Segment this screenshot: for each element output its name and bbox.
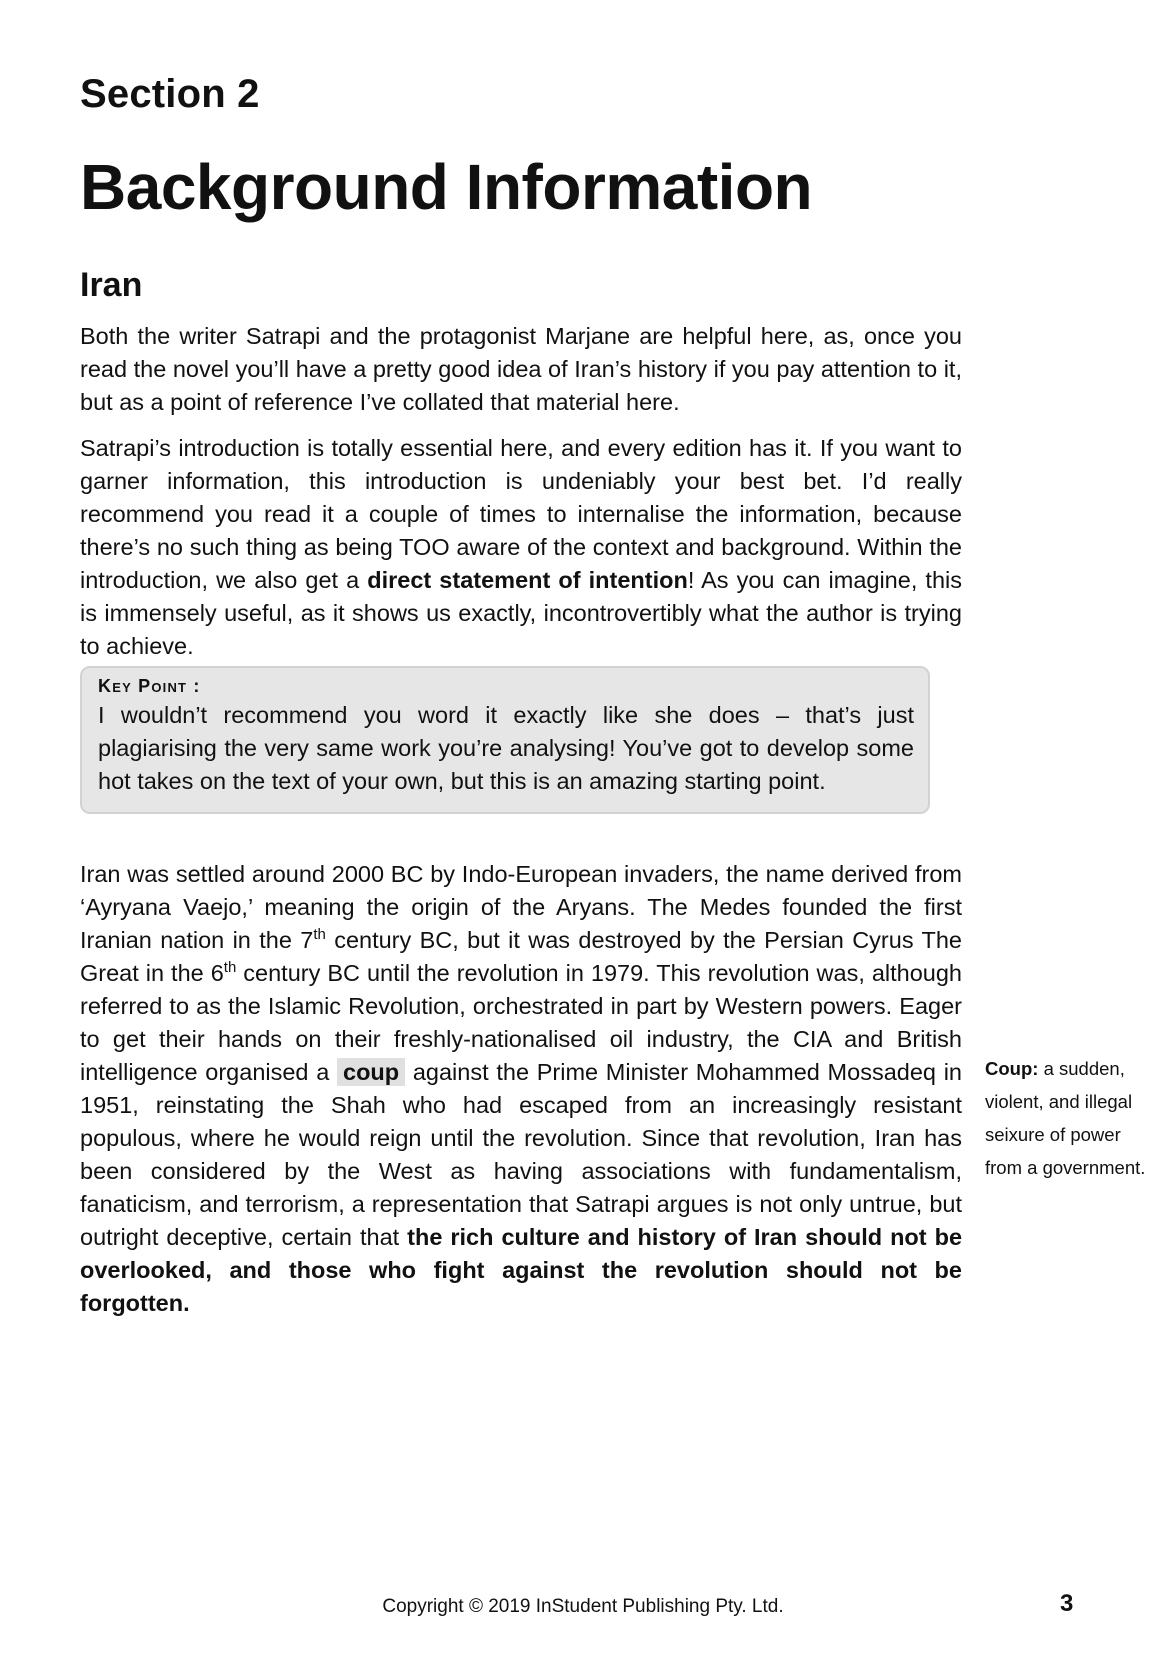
- paragraph-text: Both the writer Satrapi and the protagonist Marjane are helpful here, as, once you read the novel you’ll have a pretty good idea of Iran’s history if you pay attention to it, but as a point of reference I’ve collated that material here.: [80, 323, 962, 415]
- definition-text: a sudden, violent, and illegal seixure of power from a government.: [985, 1058, 1146, 1178]
- superscript: th: [313, 926, 326, 944]
- key-point-box: [80, 666, 930, 814]
- definition-term: Coup:: [985, 1058, 1039, 1079]
- paragraph-text: Iran was settled around 2000 BC by Indo-European invaders, the name derived from ‘Ayryana Vaejo,’ meaning the origin of the Aryans. The Medes founded the first Iranian nation in the 7: [80, 861, 962, 953]
- paragraph-text: century BC until the revolution in 1979. This revolution was, although referred to as the Islamic Revolution, orchestrated in part by Western powers. Eager to get their hands on their freshly-nationalised oil industry, the CIA and British intelligence organised a: [80, 960, 963, 1085]
- subsection-title: Iran: [80, 266, 143, 304]
- margin-definition: [985, 1052, 1155, 1184]
- paragraph-intro: [80, 320, 962, 419]
- paragraph-text: century BC, but it was destroyed by the Persian Cyrus The Great in the 6: [80, 927, 962, 986]
- paragraph-history: [80, 858, 962, 1320]
- bold-phrase: direct statement of intention: [367, 567, 688, 593]
- paragraph-text: against the Prime Minister Mohammed Mossadeq in 1951, reinstating the Shah who had escaped from an increasingly resistant populous, where he would reign until the revolution. Since that revolution, Iran has been considered by the West as having associations with fundamentalism, fanaticism, and terrorism, a representation that Satrapi argues is not only untrue, but outright deceptive, certain that: [80, 1059, 962, 1250]
- section-label: Section 2: [80, 72, 260, 116]
- page-number: 3: [1060, 1590, 1074, 1617]
- highlighted-term: coup: [337, 1058, 405, 1086]
- paragraph-text: Satrapi’s introduction is totally essential here, and every edition has it. If you want to garner information, this introduction is undeniably your best bet. I’d really recommend you read it a couple of times to internalise the information, because there’s no such thing as being TOO aware of the context and background. Within the introduction, we also get a: [80, 435, 962, 593]
- page-title: Background Information: [80, 151, 813, 223]
- paragraph-text: ! As you can imagine, this is immensely useful, as it shows us exactly, incontrovertibly what the author is trying to achieve.: [80, 567, 962, 659]
- key-point-text: I wouldn’t recommend you word it exactly like she does – that’s just plagiarising the very same work you’re analysing! You’ve got to develop some hot takes on the text of your own, but this is an amazing starting point.: [98, 702, 914, 794]
- paragraph-introduction: [80, 432, 962, 663]
- bold-conclusion: the rich culture and history of Iran should not be overlooked, and those who fight against the revolution should not be forgotten.: [80, 1224, 963, 1316]
- footer-copyright: Copyright © 2019 InStudent Publishing Pty. Ltd.: [382, 1596, 784, 1617]
- superscript: th: [223, 959, 237, 977]
- key-point-heading: Key Point :: [98, 676, 201, 696]
